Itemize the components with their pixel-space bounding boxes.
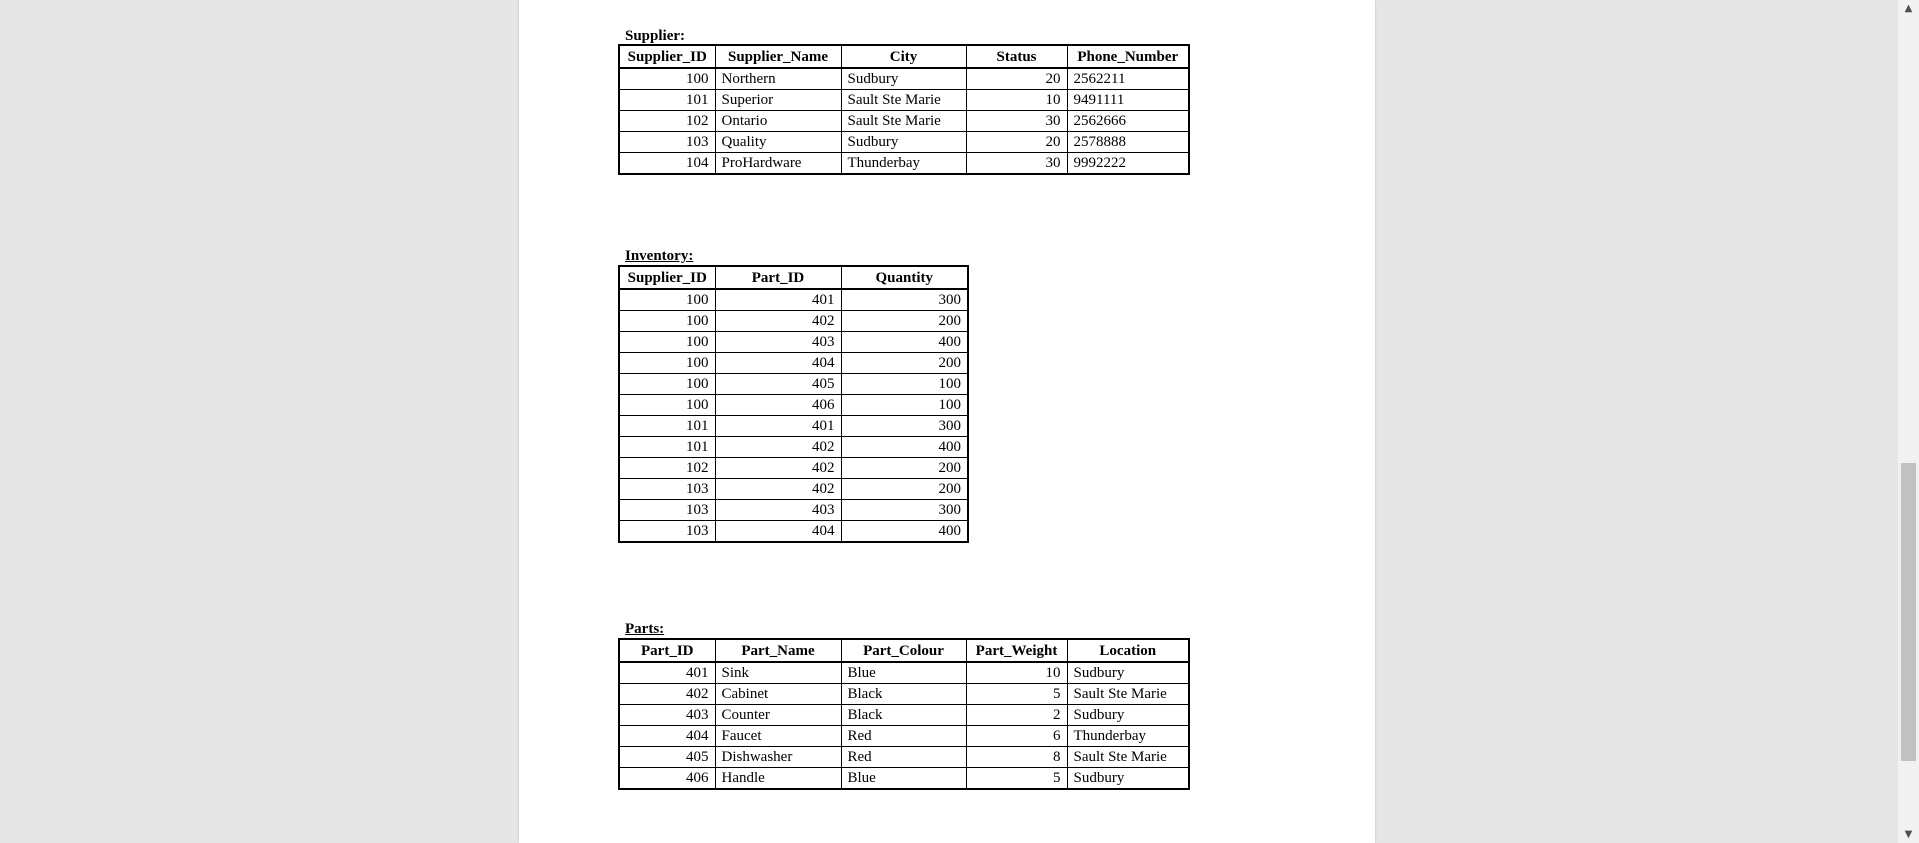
table-row bbox=[619, 662, 1189, 684]
supplier-header-row bbox=[619, 45, 1189, 68]
column-header: Phone_Number bbox=[1067, 45, 1189, 68]
table-cell: 100 bbox=[841, 374, 968, 395]
column-header: Supplier_ID bbox=[619, 266, 715, 289]
table-cell: 400 bbox=[841, 332, 968, 353]
table-cell: Sink bbox=[715, 662, 841, 684]
table-row bbox=[619, 90, 1189, 111]
table-cell: Northern bbox=[715, 68, 841, 90]
table-cell: Blue bbox=[841, 768, 966, 790]
table-cell: 100 bbox=[619, 289, 715, 311]
table-cell: 401 bbox=[619, 662, 715, 684]
scroll-down-arrow-icon[interactable]: ▼ bbox=[1904, 829, 1913, 840]
table-cell: Superior bbox=[715, 90, 841, 111]
table-cell: 101 bbox=[619, 416, 715, 437]
column-header: Supplier_ID bbox=[619, 45, 715, 68]
table-cell: Sudbury bbox=[841, 132, 966, 153]
table-row bbox=[619, 521, 968, 543]
table-row bbox=[619, 684, 1189, 705]
table-cell: 100 bbox=[619, 332, 715, 353]
table-cell: 406 bbox=[619, 768, 715, 790]
table-cell: 406 bbox=[715, 395, 841, 416]
table-row bbox=[619, 374, 968, 395]
table-cell: Red bbox=[841, 747, 966, 768]
table-row bbox=[619, 768, 1189, 790]
table-row bbox=[619, 500, 968, 521]
column-header: Part_Colour bbox=[841, 639, 966, 662]
table-cell: 2562211 bbox=[1067, 68, 1189, 90]
table-cell: 101 bbox=[619, 90, 715, 111]
table-cell: Cabinet bbox=[715, 684, 841, 705]
table-cell: 103 bbox=[619, 500, 715, 521]
table-cell: 403 bbox=[715, 500, 841, 521]
table-cell: Thunderbay bbox=[1067, 726, 1189, 747]
table-cell: 300 bbox=[841, 416, 968, 437]
table-row bbox=[619, 726, 1189, 747]
table-cell: 20 bbox=[966, 68, 1067, 90]
supplier-table bbox=[618, 44, 1190, 175]
table-row bbox=[619, 395, 968, 416]
table-cell: Counter bbox=[715, 705, 841, 726]
table-cell: 100 bbox=[619, 68, 715, 90]
table-cell: 402 bbox=[715, 311, 841, 332]
table-row bbox=[619, 111, 1189, 132]
table-cell: Faucet bbox=[715, 726, 841, 747]
inventory-header-row bbox=[619, 266, 968, 289]
column-header: Quantity bbox=[841, 266, 968, 289]
table-cell: 5 bbox=[966, 768, 1067, 790]
table-row bbox=[619, 479, 968, 500]
table-cell: 103 bbox=[619, 521, 715, 543]
table-cell: 103 bbox=[619, 132, 715, 153]
table-cell: 404 bbox=[715, 353, 841, 374]
table-row bbox=[619, 132, 1189, 153]
table-cell: 402 bbox=[715, 479, 841, 500]
table-cell: Sudbury bbox=[1067, 768, 1189, 790]
table-cell: 405 bbox=[715, 374, 841, 395]
parts-header-row bbox=[619, 639, 1189, 662]
table-row bbox=[619, 311, 968, 332]
table-cell: 6 bbox=[966, 726, 1067, 747]
table-row bbox=[619, 68, 1189, 90]
table-cell: 102 bbox=[619, 458, 715, 479]
table-cell: 403 bbox=[619, 705, 715, 726]
table-cell: 100 bbox=[619, 353, 715, 374]
scroll-up-arrow-icon[interactable]: ▲ bbox=[1904, 3, 1913, 14]
table-cell: 100 bbox=[619, 395, 715, 416]
table-cell: Handle bbox=[715, 768, 841, 790]
table-cell: 10 bbox=[966, 90, 1067, 111]
table-cell: 5 bbox=[966, 684, 1067, 705]
table-cell: Dishwasher bbox=[715, 747, 841, 768]
table-cell: 200 bbox=[841, 311, 968, 332]
parts-table bbox=[618, 638, 1190, 790]
table-cell: 402 bbox=[715, 437, 841, 458]
table-row bbox=[619, 353, 968, 374]
table-cell: 8 bbox=[966, 747, 1067, 768]
inventory-caption: Inventory: bbox=[625, 248, 694, 264]
table-cell: 405 bbox=[619, 747, 715, 768]
table-cell: Red bbox=[841, 726, 966, 747]
column-header: Status bbox=[966, 45, 1067, 68]
table-row bbox=[619, 747, 1189, 768]
table-cell: 30 bbox=[966, 153, 1067, 175]
column-header: Location bbox=[1067, 639, 1189, 662]
table-cell: 401 bbox=[715, 416, 841, 437]
column-header: Part_Name bbox=[715, 639, 841, 662]
table-cell: 2562666 bbox=[1067, 111, 1189, 132]
table-cell: Sault Ste Marie bbox=[841, 90, 966, 111]
table-cell: 10 bbox=[966, 662, 1067, 684]
table-cell: 2 bbox=[966, 705, 1067, 726]
table-cell: 401 bbox=[715, 289, 841, 311]
table-cell: 100 bbox=[619, 311, 715, 332]
table-cell: Ontario bbox=[715, 111, 841, 132]
table-row bbox=[619, 458, 968, 479]
table-cell: 402 bbox=[619, 684, 715, 705]
table-cell: Sudbury bbox=[841, 68, 966, 90]
table-cell: Quality bbox=[715, 132, 841, 153]
column-header: City bbox=[841, 45, 966, 68]
supplier-caption: Supplier: bbox=[625, 28, 686, 44]
parts-caption: Parts: bbox=[625, 621, 665, 637]
table-cell: Black bbox=[841, 684, 966, 705]
column-header: Part_ID bbox=[619, 639, 715, 662]
table-cell: 402 bbox=[715, 458, 841, 479]
table-cell: 100 bbox=[619, 374, 715, 395]
table-cell: ProHardware bbox=[715, 153, 841, 175]
table-cell: 200 bbox=[841, 353, 968, 374]
table-cell: 101 bbox=[619, 437, 715, 458]
table-cell: 200 bbox=[841, 479, 968, 500]
table-cell: 9491111 bbox=[1067, 90, 1189, 111]
table-row bbox=[619, 289, 968, 311]
table-cell: Sault Ste Marie bbox=[841, 111, 966, 132]
table-row bbox=[619, 705, 1189, 726]
table-cell: 30 bbox=[966, 111, 1067, 132]
table-cell: Blue bbox=[841, 662, 966, 684]
table-cell: Sault Ste Marie bbox=[1067, 747, 1189, 768]
table-cell: Sudbury bbox=[1067, 705, 1189, 726]
table-cell: Thunderbay bbox=[841, 153, 966, 175]
table-cell: 400 bbox=[841, 437, 968, 458]
table-cell: Black bbox=[841, 705, 966, 726]
table-cell: 100 bbox=[841, 395, 968, 416]
inventory-table bbox=[618, 265, 969, 543]
table-cell: 400 bbox=[841, 521, 968, 543]
scrollbar-thumb[interactable] bbox=[1901, 463, 1916, 761]
column-header: Part_ID bbox=[715, 266, 841, 289]
table-cell: 103 bbox=[619, 479, 715, 500]
table-cell: 404 bbox=[715, 521, 841, 543]
vertical-scrollbar[interactable] bbox=[1898, 0, 1919, 843]
table-row bbox=[619, 153, 1189, 175]
table-cell: 200 bbox=[841, 458, 968, 479]
table-cell: 20 bbox=[966, 132, 1067, 153]
table-cell: 403 bbox=[715, 332, 841, 353]
table-row bbox=[619, 437, 968, 458]
table-row bbox=[619, 332, 968, 353]
table-cell: 300 bbox=[841, 500, 968, 521]
table-cell: Sault Ste Marie bbox=[1067, 684, 1189, 705]
table-cell: 102 bbox=[619, 111, 715, 132]
table-cell: 104 bbox=[619, 153, 715, 175]
table-cell: 9992222 bbox=[1067, 153, 1189, 175]
column-header: Supplier_Name bbox=[715, 45, 841, 68]
table-cell: Sudbury bbox=[1067, 662, 1189, 684]
table-cell: 404 bbox=[619, 726, 715, 747]
table-row bbox=[619, 416, 968, 437]
table-cell: 300 bbox=[841, 289, 968, 311]
column-header: Part_Weight bbox=[966, 639, 1067, 662]
table-cell: 2578888 bbox=[1067, 132, 1189, 153]
